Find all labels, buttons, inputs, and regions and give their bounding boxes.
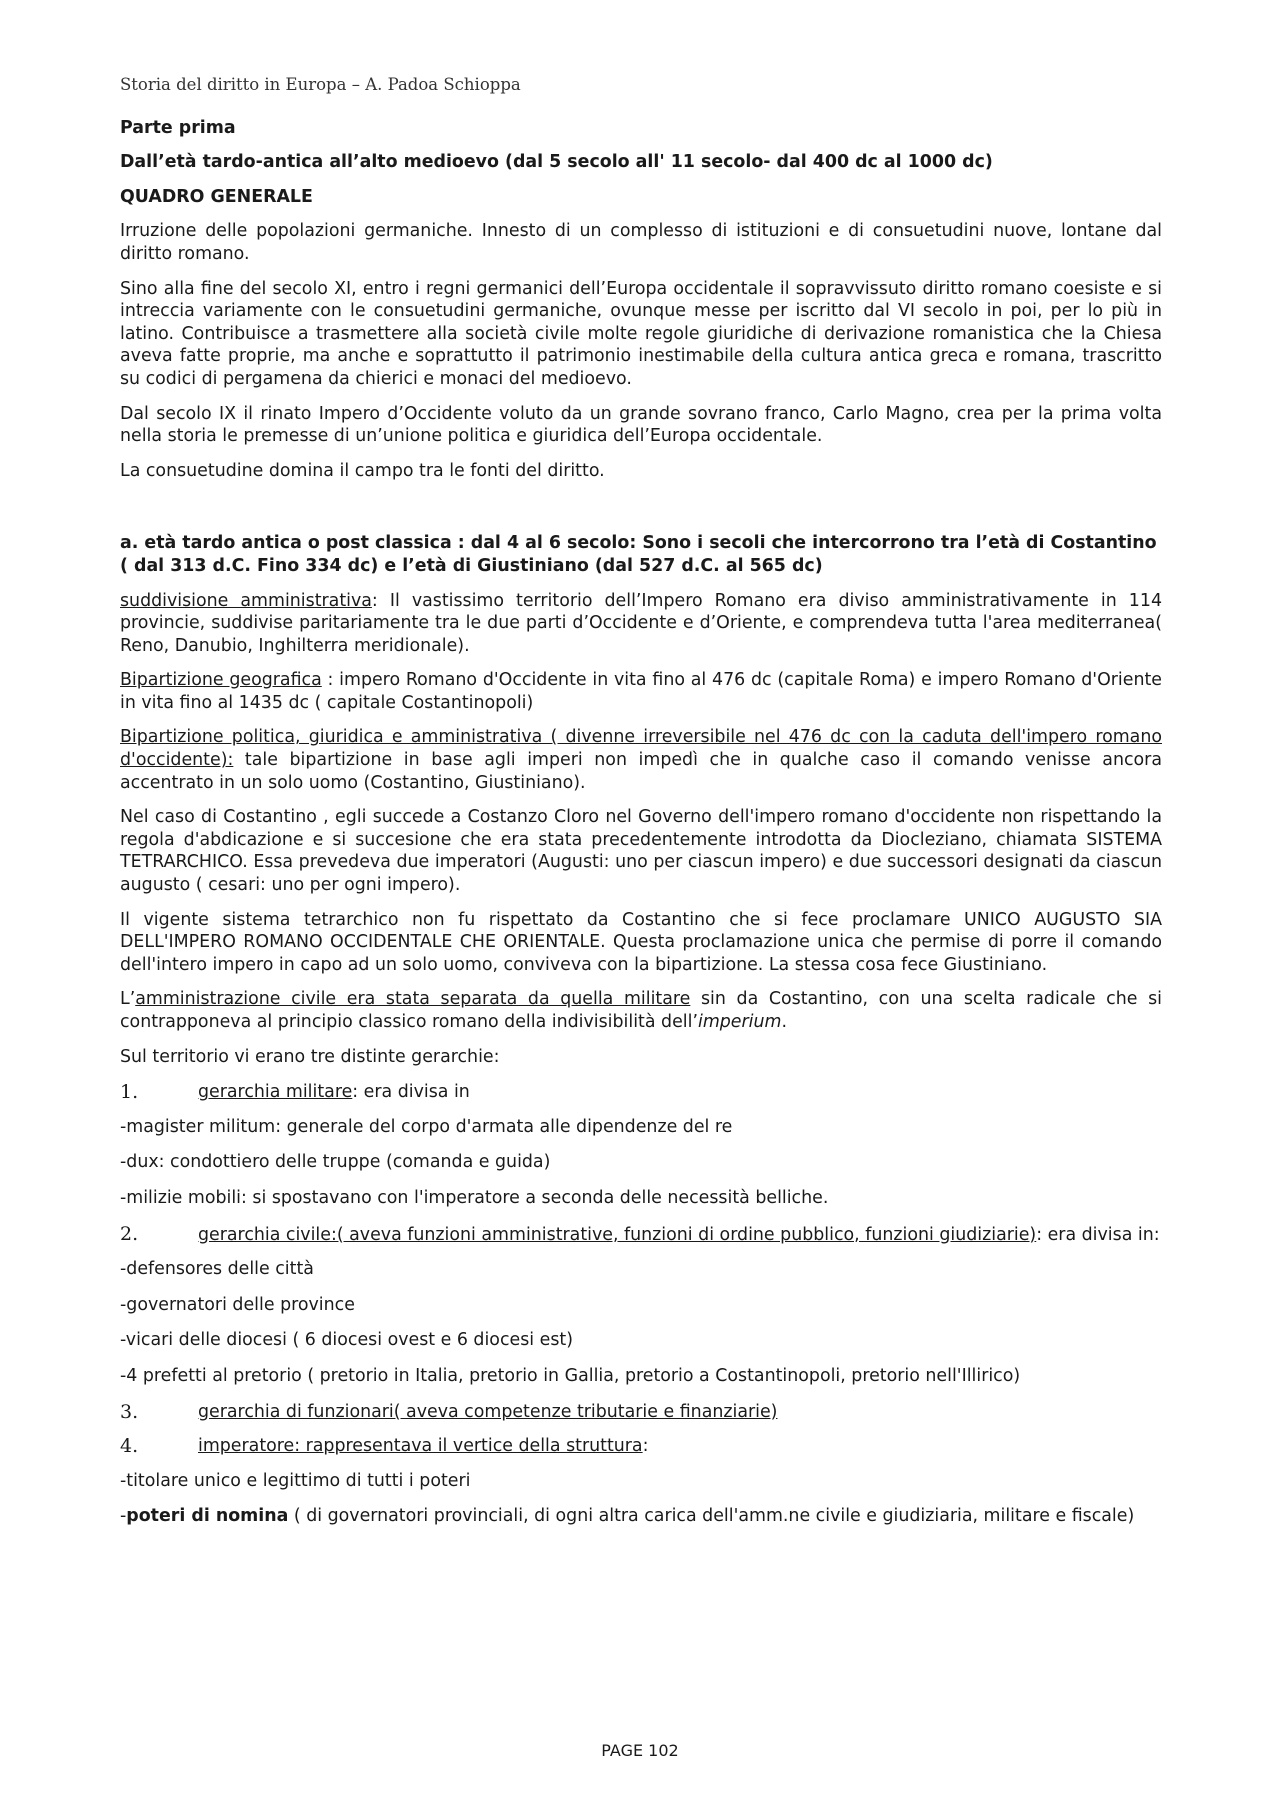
geo-text: : impero Romano d'Occidente in vita fino al 476 dc (capitale Roma) e impero Romano d'Oriente in vita fino al 1435 dc ( capitale Costantinopoli) [120, 670, 1162, 713]
hierarchy-text-1: : era divisa in [352, 1082, 470, 1103]
running-header: Storia del diritto in Europa – A. Padoa Schioppa [120, 75, 521, 94]
list-item: -4 prefetti al pretorio ( pretorio in Italia, pretorio in Gallia, pretorio a Costantinopoli, pretorio nell'Illirico) [120, 1365, 1021, 1386]
tetrarchia-paragraph: Il vigente sistema tetrarchico non fu rispettato da Costantino che si fece proclamare UNICO AUGUSTO SIA DELL'IMPERO ROMANO OCCIDENTALE CHE ORIENTALE. Questa proclamazione unica che permise di porre il comando dell'intero impero in capo ad un solo uomo, conviveva con la bipartizione. La stessa cosa fece Giustiniano. [120, 909, 1162, 975]
hierarchy-number-1: 1. [120, 1081, 139, 1104]
amministrazione-prefix: L’ [120, 989, 136, 1010]
poteri-nomina-term: poteri di nomina [126, 1506, 289, 1527]
list-item: -magister militum: generale del corpo d'armata alle dipendenze del re [120, 1116, 733, 1137]
political-text: tale bipartizione in base agli imperi non impedì che in qualche caso il comando venisse ancora accentrato in un solo uomo (Costantino, Giustiniano). [120, 750, 1162, 793]
page-number: PAGE 102 [601, 1741, 679, 1760]
list-item: -governatori delle province [120, 1294, 355, 1315]
list-dash: - [120, 1506, 127, 1527]
hierarchy-number-4: 4. [120, 1435, 139, 1458]
hierarchy-item-3 [120, 1401, 1162, 1424]
amministrazione-text: sin da Costantino, con una scelta radicale che si contrapponeva al principio classico romano della indivisibilità dell’ [120, 989, 1162, 1032]
hierarchy-text-4: : [642, 1436, 649, 1457]
list-item: -titolare unico e legittimo di tutti i poteri [120, 1470, 471, 1491]
hierarchy-item-1 [120, 1081, 1162, 1104]
hierarchy-text-2: : era divisa in: [1036, 1224, 1160, 1245]
section-title: QUADRO GENERALE [120, 186, 313, 207]
document-page [120, 74, 1162, 1540]
part-title: Dall’età tardo-antica all’alto medioevo (dal 5 secolo all' 11 secolo- dal 400 dc al 1000 dc) [120, 152, 993, 173]
list-item [120, 1505, 1162, 1528]
intro-paragraph-1: Irruzione delle popolazioni germaniche. Innesto di un complesso di istituzioni e di consuetudini nuove, lontane dal diritto romano. [120, 221, 1162, 264]
admin-label: suddivisione amministrativa [120, 590, 372, 611]
political-label: Bipartizione politica, giuridica e amministrativa ( divenne irreversibile nel 476 dc con la caduta dell'impero romano d'occidente): [120, 727, 1162, 771]
hierarchy-label-1: gerarchia militare [198, 1082, 353, 1103]
list-item: -defensores delle città [120, 1259, 314, 1280]
section-spacer [120, 494, 1162, 532]
political-paragraph [120, 726, 1162, 794]
list-item: -vicari delle diocesi ( 6 diocesi ovest e 6 diocesi est) [120, 1330, 573, 1351]
part-label: Parte prima [120, 117, 236, 138]
list-item: -milizie mobili: si spostavano con l'imperatore a seconda delle necessità belliche. [120, 1187, 829, 1208]
hierarchy-label-3: gerarchia di funzionari( aveva competenze tributarie e finanziarie) [198, 1401, 778, 1422]
admin-paragraph [120, 590, 1162, 658]
costantino-paragraph: Nel caso di Costantino , egli succede a Costanzo Cloro nel Governo dell'impero romano d'occidente non rispettando la regola d'abdicazione e si succesione che era stata precedentemente introdotta da Diocleziano, chiamata SISTEMA TETRARCHICO. Essa prevedeva due imperatori (Augusti: uno per ciascun impero) e due successori designati da ciascun augusto ( cesari: uno per ogni impero). [120, 807, 1162, 896]
section-a-heading: a. età tardo antica o post classica : dal 4 al 6 secolo: Sono i secoli che intercorrono tra l’età di Costantino ( dal 313 d.C. Fino 334 dc) e l’età di Giustiniano (dal 527 d.C. al 565 dc) [120, 533, 1157, 576]
hierarchy-label-4: imperatore: rappresentava il vertice della struttura [198, 1436, 643, 1457]
hierarchy-item-4 [120, 1435, 1162, 1458]
hierarchy-number-2: 2. [120, 1222, 139, 1245]
hierarchy-label-2: gerarchia civile:( aveva funzioni amministrative, funzioni di ordine pubblico, funzioni giudiziarie) [198, 1224, 1037, 1245]
amministrazione-end: . [781, 1012, 787, 1032]
imperium-term: imperium [697, 1012, 782, 1032]
gerarchie-intro: Sul territorio vi erano tre distinte gerarchie: [120, 1046, 500, 1067]
geo-label: Bipartizione geografica [120, 670, 322, 691]
poteri-nomina-text: ( di governatori provinciali, di ogni altra carica dell'amm.ne civile e giudiziaria, militare e fiscale) [288, 1506, 1135, 1527]
geo-paragraph [120, 669, 1162, 714]
list-item: -dux: condottiero delle truppe (comanda e guida) [120, 1152, 551, 1173]
intro-paragraph-4: La consuetudine domina il campo tra le fonti del diritto. [120, 460, 605, 481]
intro-paragraph-3: Dal secolo IX il rinato Impero d’Occidente voluto da un grande sovrano franco, Carlo Magno, crea per la prima volta nella storia le premesse di un’unione politica e giuridica dell’Europa occidentale. [120, 403, 1162, 447]
hierarchy-number-3: 3. [120, 1400, 139, 1423]
intro-paragraph-2: Sino alla fine del secolo XI, entro i regni germanici dell’Europa occidentale il sopravvissuto diritto romano coesiste e si intreccia variamente con le consuetudini germaniche, ovunque messe per iscritto dal VI secolo in poi, per lo più in latino. Contribuisce a trasmettere alla società civile molte regole giuridiche di derivazione romanistica che la Chiesa aveva fatte proprie, ma anche e soprattutto il patrimonio inestimabile della cultura antica greca e romana, trascritto su codici di pergamena da chierici e monaci del medioevo. [120, 278, 1162, 389]
amministrazione-paragraph [120, 988, 1162, 1033]
admin-text: : Il vastissimo territorio dell’Impero Romano era diviso amministrativamente in 114 provincie, suddivise paritariamente tra le due parti d’Occidente e d’Oriente, e comprendeva tutta l'area mediterranea( Reno, Danubio, Inghilterra meridionale). [120, 590, 1163, 656]
hierarchy-item-2 [120, 1223, 1162, 1247]
amministrazione-label: amministrazione civile era stata separata da quella militare [135, 989, 691, 1010]
